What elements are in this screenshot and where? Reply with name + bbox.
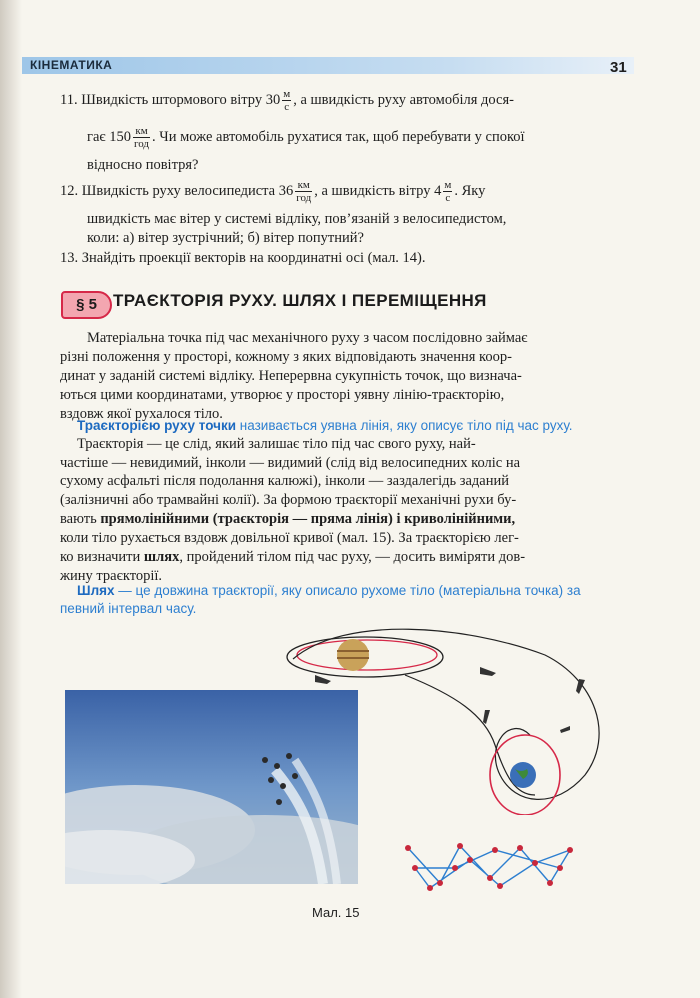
problem-text: , а швидкість руху автомобіля дося-	[293, 91, 514, 108]
para-2-line-6: коли тіло рухається вздовж довільної кривої (мал. 15). За траєкторією лег-	[60, 530, 519, 546]
para-1-line-1: Матеріальна точка під час механічного руху з часом послідовно займає	[87, 330, 528, 346]
problem-12-line-1	[60, 179, 485, 204]
definition-path-line-2: певний інтервал часу.	[60, 601, 197, 616]
problem-number: 11.	[60, 91, 78, 108]
running-header-bar	[22, 57, 634, 74]
running-header-title: КІНЕМАТИКА	[30, 58, 113, 72]
para-2-line-8: жину траєкторії.	[60, 568, 163, 584]
definition-term: Траєкторією руху точки	[77, 418, 237, 433]
problem-text: . Яку	[454, 182, 486, 199]
unit-fraction: $\frac{км}{\text{год}}$	[133, 125, 150, 150]
para-bold-text: шлях	[143, 549, 180, 565]
para-1-line-5: вздовж якої рухалося тіло.	[60, 406, 223, 422]
problem-text: Знайдіть проекції векторів на координатні осі (мал. 14).	[81, 250, 426, 266]
problem-12-line-3: коли: а) вітер зустрічний; б) вітер попутний?	[87, 230, 364, 246]
sky-airplanes-photo	[65, 690, 358, 884]
definition-trajectory	[77, 417, 573, 435]
definition-term: Шлях	[77, 583, 115, 598]
page-binding-shadow	[0, 0, 22, 998]
para-2-line-7	[60, 548, 525, 567]
para-2-line-3: сухому асфальті після подолання калюжі), інколи — заздалегідь заданий	[60, 473, 509, 489]
problem-12-line-2: швидкість має вітер у системі відліку, пов’язаній з велосипедистом,	[87, 211, 507, 227]
jupiter-icon	[337, 639, 369, 671]
para-1-line-3: динат у заданій системі відліку. Неперервна сукупність точок, що визнача-	[60, 368, 522, 384]
para-text: , пройдений тілом під час руху, — досить виміряти дов-	[179, 549, 526, 565]
para-2-line-1: Траєкторія — це слід, який залишає тіло під час свого руху, най-	[77, 436, 476, 452]
section-badge: § 5	[61, 291, 112, 319]
problem-text: Швидкість штормового вітру 30	[81, 91, 281, 108]
problem-text: , а швидкість вітру 4	[314, 182, 442, 199]
section-title: ТРАЄКТОРІЯ РУХУ. ШЛЯХ І ПЕРЕМІЩЕННЯ	[113, 291, 487, 310]
definition-text: називається уявна лінія, яку описує тіло під час руху.	[236, 418, 573, 433]
para-2-line-5	[60, 510, 515, 529]
problem-11-line-2	[87, 125, 525, 150]
para-text: вають	[60, 511, 101, 527]
problem-number: 13.	[60, 250, 79, 266]
para-2-line-2: частіше — невидимий, інколи — видимий (слід від велосипедних коліс на	[60, 455, 521, 471]
problem-text: Швидкість руху велосипедиста 36	[81, 182, 294, 199]
definition-path-line-1	[77, 582, 581, 600]
problem-text: . Чи може автомобіль рухатися так, щоб перебувати у спокої	[152, 128, 525, 145]
figure-caption: Мал. 15	[312, 905, 360, 920]
para-bold-text: прямолінійними (траєкторія — пряма лінія) і криволінійними,	[100, 511, 516, 527]
problem-11-line-1	[60, 88, 514, 113]
para-text: ко визначити	[60, 549, 144, 565]
para-1-line-4: ються цими координатами, утворює у просторі уявну лінію-траєкторію,	[60, 387, 505, 403]
random-trajectory-illustration	[400, 838, 580, 898]
para-2-line-4: (залізничні або трамвайні колії). За формою траєкторії механічні рухи бу-	[60, 492, 517, 508]
unit-fraction: $\frac{м}{с}$	[283, 88, 291, 113]
problem-text: гає 150	[87, 128, 131, 145]
problem-11-line-3: відносно повітря?	[87, 157, 199, 173]
unit-fraction: $\frac{м}{с}$	[444, 179, 452, 204]
page-number: 31	[610, 59, 627, 76]
unit-fraction: $\frac{км}{\text{год}}$	[296, 179, 312, 204]
para-1-line-2: різні положення у просторі, кожному з яких відповідають значення коор-	[60, 349, 512, 365]
definition-text: — це довжина траєкторії, яку описало рухоме тіло (матеріальна точка) за	[114, 583, 581, 598]
problem-number: 12.	[60, 182, 79, 199]
problem-13-line-1	[60, 249, 426, 268]
